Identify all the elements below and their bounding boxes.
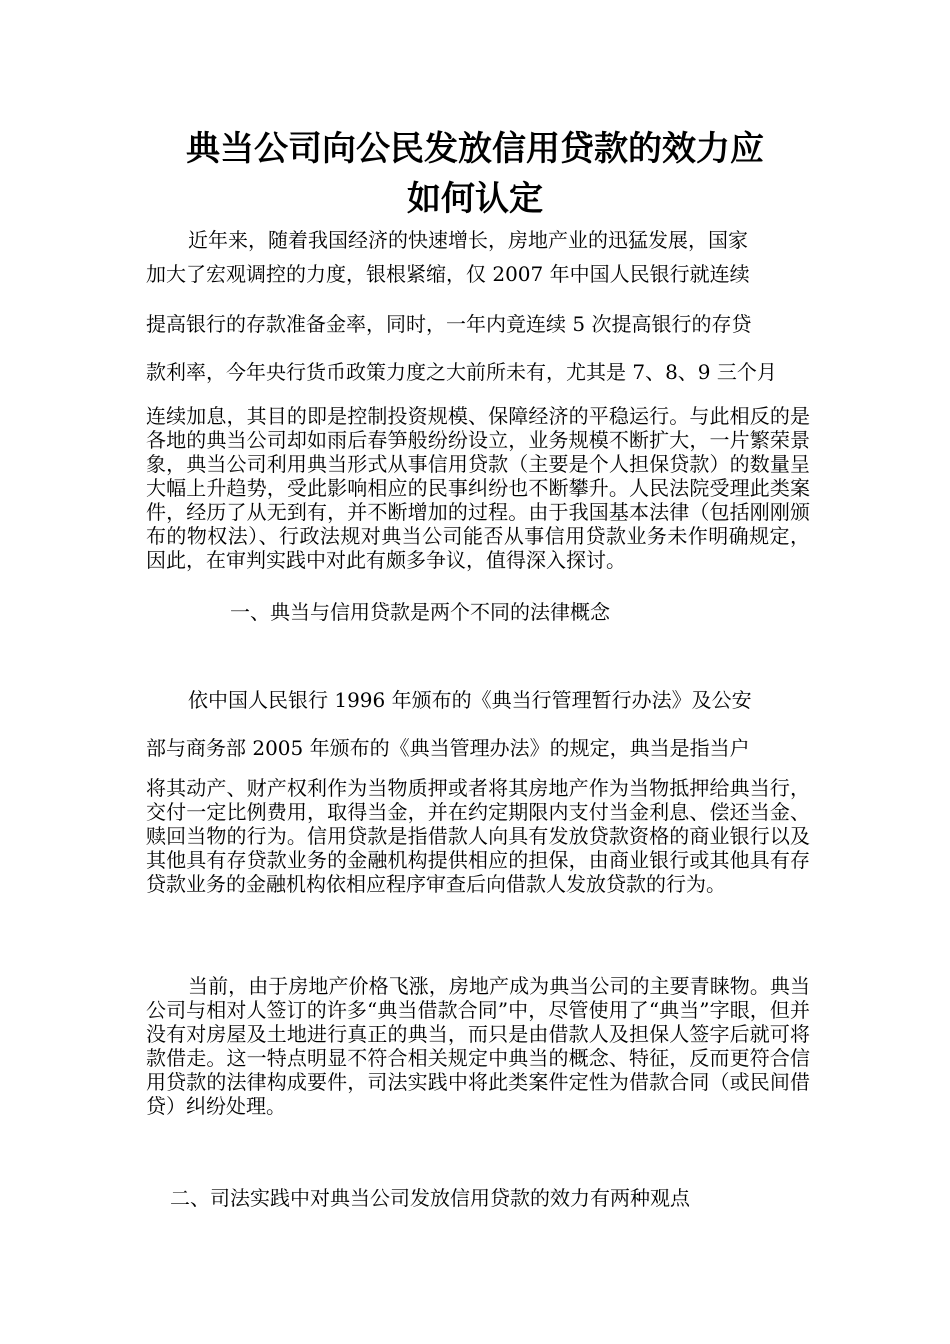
paragraph-3: 当前，由于房地产价格飞涨，房地产成为典当公司的主要青睐物。典当公司与相对人签订的许多“典当借款合同”中，尽管使用了“典当”字眼，但并没有对房屋及土地进行真正的典当，而只是由借款人及担保人签字后就可将款借走。这一特点明显不符合相关规定中典当的概念、特征，反而更符合信用贷款的法律构成要件，司法实践中将此类案件定性为借款合同（或民间借贷）纠纷处理。: [146, 974, 810, 1118]
document-title-line-1: 典当公司向公民发放信用贷款的效力应: [186, 129, 764, 169]
paragraph-1-line-1: 近年来，随着我国经济的快速增长，房地产业的迅猛发展，国家: [188, 228, 748, 252]
paragraph-2-line-2: 部与商务部 2005 年颁布的《典当管理办法》的规定，典当是指当户: [146, 736, 750, 760]
paragraph-1-line-2: 加大了宏观调控的力度，银根紧缩，仅 2007 年中国人民银行就连续: [146, 262, 750, 286]
paragraph-2-line-1: 依中国人民银行 1996 年颁布的《典当行管理暂行办法》及公安: [188, 688, 752, 712]
section-heading-2: 二、司法实践中对典当公司发放信用贷款的效力有两种观点: [170, 1186, 690, 1210]
paragraph-1-line-3: 提高银行的存款准备金率，同时，一年内竟连续 5 次提高银行的存贷: [146, 312, 752, 336]
paragraph-1-line-4: 款利率，今年央行货币政策力度之大前所未有，尤其是 7、8、9 三个月: [146, 360, 777, 384]
document-title-line-2: 如何认定: [407, 179, 543, 219]
paragraph-1-continued: 连续加息，其目的即是控制投资规模、保障经济的平稳运行。与此相反的是各地的典当公司却如雨后春笋般纷纷设立，业务规模不断扩大，一片繁荣景象，典当公司利用典当形式从事信用贷款（主要是个人担保贷款）的数量呈大幅上升趋势，受此影响相应的民事纠纷也不断攀升。人民法院受理此类案件，经历了从无到有，并不断增加的过程。由于我国基本法律（包括刚刚颁布的物权法）、行政法规对典当公司能否从事信用贷款业务未作明确规定，因此，在审判实践中对此有颇多争议，值得深入探讨。: [146, 404, 810, 572]
section-heading-1: 一、典当与信用贷款是两个不同的法律概念: [230, 600, 610, 624]
paragraph-2-continued: 将其动产、财产权利作为当物质押或者将其房地产作为当物抵押给典当行，交付一定比例费用，取得当金，并在约定期限内支付当金利息、偿还当金、赎回当物的行为。信用贷款是指借款人向具有发放贷款资格的商业银行以及其他具有存贷款业务的金融机构提供相应的担保，由商业银行或其他具有存贷款业务的金融机构依相应程序审查后向借款人发放贷款的行为。: [146, 776, 810, 896]
